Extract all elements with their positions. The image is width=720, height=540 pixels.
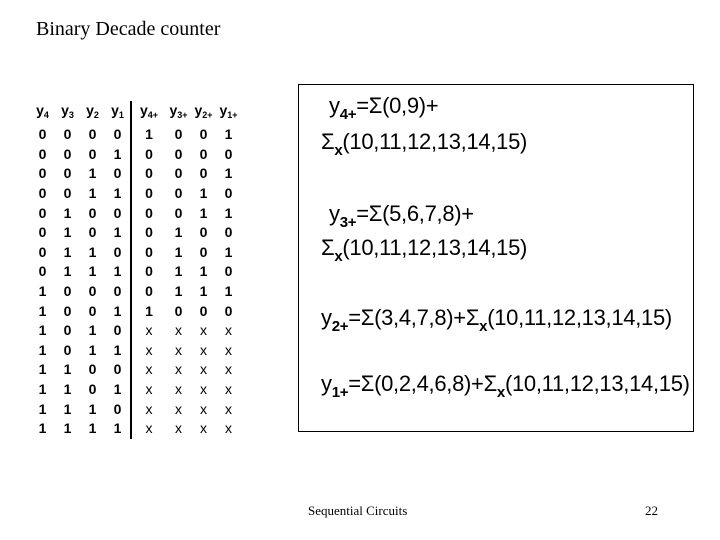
- table-cell: 1: [63, 420, 72, 437]
- table-cell: 1: [63, 263, 72, 280]
- table-cell: 1: [224, 165, 233, 182]
- table-cell: 0: [174, 185, 183, 202]
- table-cell: 1: [199, 185, 208, 202]
- equation-y1: $y_{1+}=\Sigma(0,2,4,6,8)+\Sigma_x(10,11,12,13,14,15)$: [321, 371, 690, 401]
- table-cell: x: [175, 400, 182, 417]
- table-cell: 0: [38, 126, 47, 143]
- equation-y3-line2: $\Sigma_x(10,11,12,13,14,15)$: [321, 235, 528, 265]
- table-cell: 0: [38, 204, 47, 221]
- table-cell: 1: [38, 302, 47, 319]
- table-cell: 0: [174, 204, 183, 221]
- table-row: [30, 399, 241, 419]
- equations-box: [298, 84, 694, 432]
- table-cell: 0: [113, 322, 122, 339]
- table-cell: 0: [38, 145, 47, 162]
- table-cell: 0: [113, 243, 122, 260]
- table-cell: 0: [38, 263, 47, 280]
- table-cell: 1: [63, 381, 72, 398]
- table-row: [30, 203, 241, 223]
- table-cell: 0: [224, 224, 233, 241]
- table-cell: 0: [199, 126, 208, 143]
- table-cell: 0: [88, 126, 97, 143]
- equation-y4-line2: $\Sigma_x(10,11,12,13,14,15)$: [321, 129, 528, 159]
- table-cell: x: [131, 380, 166, 400]
- table-cell: x: [200, 361, 207, 378]
- table-cell: 1: [224, 283, 233, 300]
- table-cell: 0: [174, 145, 183, 162]
- footer-label: Sequential Circuits: [308, 503, 408, 518]
- table-cell: 0: [131, 164, 166, 184]
- table-cell: x: [131, 321, 166, 341]
- table-cell: x: [225, 400, 232, 417]
- table-cell: 1: [199, 204, 208, 221]
- table-cell: 1: [174, 263, 183, 280]
- table-cell: 1: [63, 204, 72, 221]
- table-cell: x: [200, 400, 207, 417]
- table-cell: 1: [38, 361, 47, 378]
- table-cell: 1: [174, 224, 183, 241]
- table-cell: 1: [88, 243, 97, 260]
- header-y4-next: $y_{4+}$: [131, 101, 166, 125]
- table-cell: 0: [88, 145, 97, 162]
- table-cell: 0: [131, 145, 166, 165]
- header-y1: $y_1$: [111, 102, 124, 120]
- table-cell: 0: [63, 165, 72, 182]
- table-cell: x: [200, 381, 207, 398]
- table-cell: 1: [63, 224, 72, 241]
- table-cell: 1: [38, 420, 47, 437]
- table-cell: x: [200, 420, 207, 437]
- table-row: [30, 380, 241, 400]
- table-row: [30, 164, 241, 184]
- table-cell: 0: [199, 302, 208, 319]
- table-cell: 1: [113, 341, 122, 358]
- table-cell: 0: [88, 224, 97, 241]
- table-row: [30, 321, 241, 341]
- table-cell: 0: [174, 126, 183, 143]
- table-cell: 1: [63, 243, 72, 260]
- table-cell: 0: [199, 165, 208, 182]
- table-cell: 0: [131, 223, 166, 243]
- table-cell: 0: [88, 302, 97, 319]
- header-y2: $y_2$: [86, 102, 99, 120]
- slide-title: Binary Decade counter: [36, 18, 221, 40]
- table-cell: 1: [131, 301, 166, 321]
- header-y1-next: $y_{1+}$: [219, 102, 238, 120]
- table-cell: 0: [131, 282, 166, 302]
- table-cell: 1: [38, 381, 47, 398]
- table-cell: 0: [113, 165, 122, 182]
- table-cell: 1: [88, 165, 97, 182]
- header-y4: $y_4$: [36, 102, 49, 120]
- table-cell: 1: [88, 341, 97, 358]
- table-cell: 0: [88, 204, 97, 221]
- table-cell: 0: [131, 243, 166, 263]
- table-cell: 1: [224, 204, 233, 221]
- table-cell: 0: [131, 203, 166, 223]
- table-cell: 1: [113, 302, 122, 319]
- table-cell: 0: [113, 204, 122, 221]
- table-cell: 0: [131, 262, 166, 282]
- table-row: [30, 282, 241, 302]
- table-cell: 1: [38, 283, 47, 300]
- table-cell: 0: [113, 126, 122, 143]
- table-cell: 0: [199, 145, 208, 162]
- table-cell: 1: [38, 322, 47, 339]
- table-cell: 1: [174, 243, 183, 260]
- table-cell: 0: [113, 400, 122, 417]
- table-cell: 0: [38, 224, 47, 241]
- table-cell: 1: [38, 341, 47, 358]
- table-row: [30, 145, 241, 165]
- table-cell: 1: [199, 283, 208, 300]
- table-cell: 0: [113, 361, 122, 378]
- header-y2-next: $y_{2+}$: [194, 102, 213, 120]
- table-cell: 0: [224, 263, 233, 280]
- table-row: [30, 125, 241, 145]
- table-cell: 0: [174, 165, 183, 182]
- table-cell: 1: [63, 361, 72, 378]
- table-cell: x: [225, 381, 232, 398]
- table-cell: x: [200, 341, 207, 358]
- table-cell: x: [225, 341, 232, 358]
- table-cell: 1: [88, 263, 97, 280]
- truth-table-body: [30, 125, 241, 439]
- table-cell: 1: [131, 125, 166, 145]
- table-cell: 1: [63, 400, 72, 417]
- table-cell: 0: [113, 283, 122, 300]
- table-cell: x: [131, 399, 166, 419]
- truth-table-grid: [30, 101, 241, 439]
- table-cell: x: [225, 420, 232, 437]
- table-cell: 1: [113, 224, 122, 241]
- table-row: [30, 243, 241, 263]
- table-cell: 1: [88, 322, 97, 339]
- table-cell: 0: [224, 185, 233, 202]
- table-cell: 1: [88, 400, 97, 417]
- table-cell: 0: [63, 283, 72, 300]
- table-cell: x: [175, 322, 182, 339]
- table-row: [30, 184, 241, 204]
- table-cell: 1: [113, 185, 122, 202]
- table-cell: 0: [63, 302, 72, 319]
- table-row: [30, 223, 241, 243]
- table-row: [30, 360, 241, 380]
- table-cell: x: [131, 341, 166, 361]
- table-cell: 0: [63, 126, 72, 143]
- table-cell: 1: [113, 420, 122, 437]
- header-y3-next: $y_{3+}$: [169, 102, 188, 120]
- table-row: [30, 262, 241, 282]
- table-cell: 0: [63, 322, 72, 339]
- table-cell: x: [175, 361, 182, 378]
- table-row: [30, 301, 241, 321]
- table-cell: 1: [113, 145, 122, 162]
- table-row: [30, 341, 241, 361]
- table-cell: 1: [88, 420, 97, 437]
- table-cell: 1: [224, 126, 233, 143]
- table-cell: 0: [224, 145, 233, 162]
- table-row: [30, 419, 241, 439]
- page-number: 22: [645, 503, 658, 518]
- table-cell: 1: [113, 381, 122, 398]
- table-cell: 1: [199, 263, 208, 280]
- truth-table: [30, 101, 241, 439]
- table-cell: 0: [88, 283, 97, 300]
- table-cell: 0: [38, 185, 47, 202]
- table-cell: 1: [113, 263, 122, 280]
- table-cell: 1: [38, 400, 47, 417]
- table-cell: 1: [174, 283, 183, 300]
- table-cell: x: [225, 361, 232, 378]
- table-cell: x: [175, 381, 182, 398]
- table-cell: 0: [38, 243, 47, 260]
- equation-y3-line1: $y_{3+}=\Sigma(5,6,7,8)+$: [329, 201, 474, 231]
- equation-y2: $y_{2+}=\Sigma(3,4,7,8)+\Sigma_x(10,11,12,13,14,15)$: [321, 305, 672, 335]
- table-cell: x: [131, 360, 166, 380]
- table-cell: x: [200, 322, 207, 339]
- table-cell: 0: [199, 243, 208, 260]
- table-cell: 0: [224, 302, 233, 319]
- table-cell: x: [175, 420, 182, 437]
- table-cell: 0: [63, 341, 72, 358]
- table-cell: 0: [88, 381, 97, 398]
- table-cell: 0: [63, 145, 72, 162]
- table-cell: x: [225, 322, 232, 339]
- table-cell: 1: [224, 243, 233, 260]
- table-cell: x: [131, 419, 166, 439]
- table-cell: 0: [199, 224, 208, 241]
- table-cell: x: [175, 341, 182, 358]
- table-cell: 0: [131, 184, 166, 204]
- table-cell: 0: [38, 165, 47, 182]
- table-cell: 1: [88, 185, 97, 202]
- table-cell: 0: [88, 361, 97, 378]
- table-cell: 0: [63, 185, 72, 202]
- truth-table-header-row: [30, 101, 241, 125]
- table-cell: 0: [174, 302, 183, 319]
- equation-y4-line1: $y_{4+}=\Sigma(0,9)+$: [329, 93, 439, 123]
- header-y3: $y_3$: [61, 102, 74, 120]
